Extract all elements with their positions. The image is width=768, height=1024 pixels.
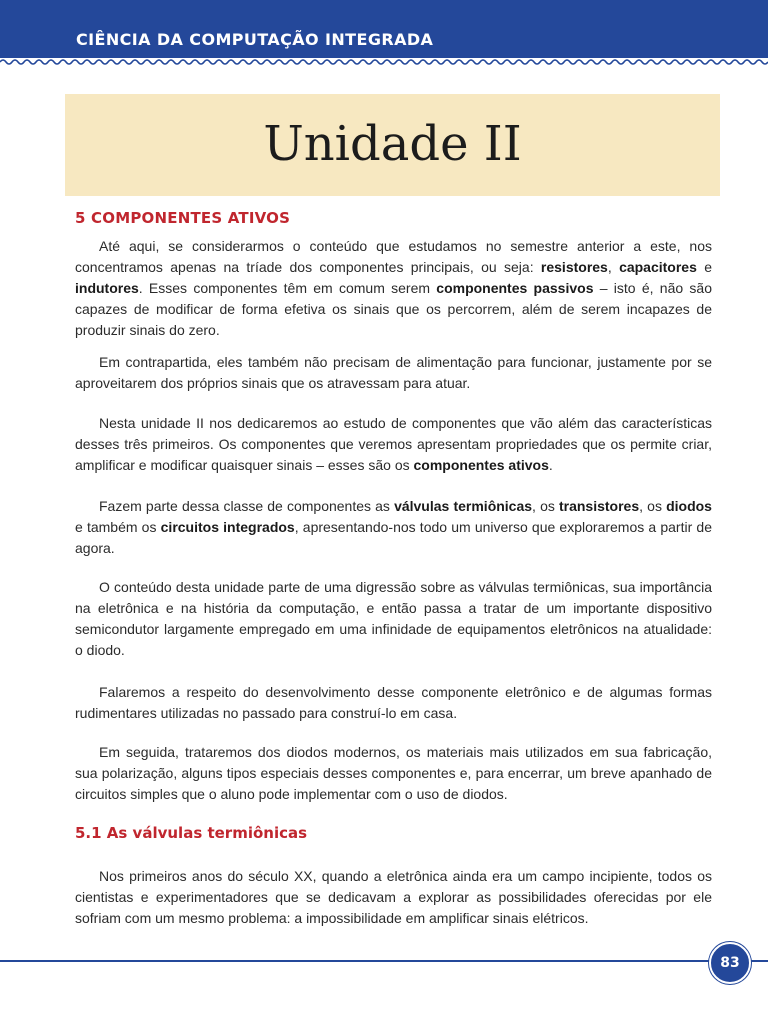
subsection-heading: 5.1 As válvulas termiônicas: [75, 824, 308, 842]
paragraph: [75, 682, 712, 724]
paragraph: [75, 496, 712, 559]
text-run: Até aqui, se considerarmos o conteúdo que estudamos no semestre anterior a este, nos concentramos apenas na tríade dos componentes principais, ou seja:: [75, 238, 712, 275]
text-run: Fazem parte dessa classe de componentes as: [99, 498, 395, 514]
bold-term: válvulas termiônicas: [394, 498, 533, 514]
paragraph: [75, 866, 712, 929]
paragraph: [75, 742, 712, 805]
bold-term: resistores: [540, 259, 608, 275]
unit-title: Unidade II: [263, 116, 522, 172]
paragraph: [75, 352, 712, 394]
text-run: Nesta unidade II nos dedicaremos ao estudo de componentes que vão além das características desses três primeiros. Os componentes que veremos apresentam propriedades que os permite criar, amplificar e modificar quaisquer sinais – esses são os: [75, 415, 712, 473]
text-run: , apresentando-nos todo um universo que exploraremos a partir de agora.: [75, 519, 712, 556]
header-band: [0, 0, 768, 58]
text-run: , os: [532, 498, 559, 514]
text-run: e: [696, 259, 712, 275]
text-run: . Esses componentes têm em comum serem: [138, 280, 437, 296]
text-run: O conteúdo desta unidade parte de uma digressão sobre as válvulas termiônicas, sua importância na eletrônica e na história da computação, e então passa a tratar de um importante dispositivo semicondutor largamente empregado em uma infinidade de equipamentos eletrônicos na atualidade: o diodo.: [75, 579, 712, 658]
text-run: Em seguida, trataremos dos diodos modernos, os materiais mais utilizados em sua fabricação, sua polarização, alguns tipos especiais desses componentes e, para encerrar, um breve apanhado de circuitos simples que o aluno pode implementar com o uso de diodos.: [75, 744, 712, 802]
bold-term: indutores: [75, 280, 139, 296]
book-title: CIÊNCIA DA COMPUTAÇÃO INTEGRADA: [76, 30, 434, 49]
text-run: – isto é, não são capazes de modificar de forma efetiva os sinais que os percorrem, além de serem incapazes de produzir sinais do zero.: [75, 280, 712, 338]
text-run: Em contrapartida, eles também não precisam de alimentação para funcionar, justamente por se aproveitarem dos próprios sinais que os atravessam para atuar.: [75, 354, 712, 391]
text-run: .: [548, 457, 553, 473]
header-wave-border: [0, 55, 768, 67]
text-run: Falaremos a respeito do desenvolvimento desse componente eletrônico e de algumas formas rudimentares utilizadas no passado para construí-lo em casa.: [75, 684, 712, 721]
bold-term: transistores: [558, 498, 640, 514]
paragraph: [75, 236, 712, 341]
text-run: ,: [607, 259, 620, 275]
bold-term: circuitos integrados: [160, 519, 295, 535]
bold-term: componentes passivos: [436, 280, 594, 296]
paragraph: [75, 413, 712, 476]
paragraph: [75, 577, 712, 661]
bold-term: diodos: [666, 498, 712, 514]
bold-term: componentes ativos: [413, 457, 549, 473]
text-run: Nos primeiros anos do século XX, quando a eletrônica ainda era um campo incipiente, todos os cientistas e experimentadores que se dedicavam a explorar as possibilidades oferecidas por ele sofriam com um mesmo problema: a impossibilidade em amplificar sinais elétricos.: [75, 868, 712, 926]
unit-title-box: [65, 94, 720, 196]
text-run: , os: [639, 498, 667, 514]
page-number-badge: 83: [709, 942, 751, 984]
bold-term: capacitores: [619, 259, 697, 275]
footer-rule: [0, 960, 768, 962]
section-heading: 5 COMPONENTES ATIVOS: [75, 209, 291, 227]
text-run: e também os: [75, 519, 161, 535]
